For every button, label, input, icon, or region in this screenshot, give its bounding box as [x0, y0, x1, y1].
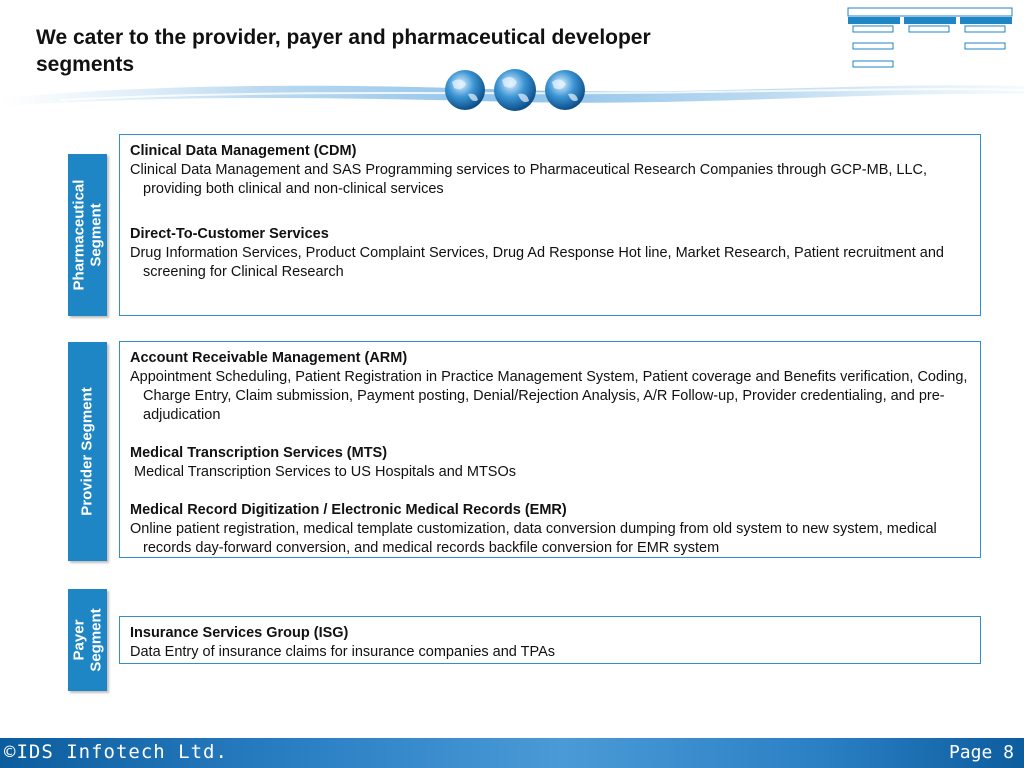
section-title: Medical Record Digitization / Electronic Medical Records (EMR): [130, 502, 567, 518]
segment-label-payer: [68, 589, 107, 691]
section-title: Account Receivable Management (ARM): [130, 350, 408, 366]
segment-label-line: Segment: [87, 608, 105, 672]
segment-label-line: Provider Segment: [79, 387, 96, 516]
footer-bar: [0, 738, 1024, 768]
section-description: Online patient registration, medical template customization, data conversion dumping from old system to new system, medical records day-forward conversion, and medical records backfile conversion for EMR system: [130, 521, 937, 556]
section-title: Direct-To-Customer Services: [130, 226, 329, 242]
globe-icon: [545, 70, 585, 110]
globe-icon: [494, 69, 536, 111]
org-chart-icon: [846, 6, 1016, 72]
section-description: Clinical Data Management and SAS Programming services to Pharmaceutical Research Companies through GCP-MB, LLC, providing both clinical and non-clinical services: [130, 162, 928, 197]
page-number: Page 8: [948, 742, 1014, 763]
section-title: Clinical Data Management (CDM): [130, 143, 357, 159]
section-title: Medical Transcription Services (MTS): [130, 445, 388, 461]
header-swoosh-decoration: [0, 60, 1024, 140]
segment-label-line: Payer: [70, 619, 88, 661]
section-title: Insurance Services Group (ISG): [130, 625, 349, 641]
section-description: Medical Transcription Services to US Hospitals and MTSOs: [130, 464, 516, 480]
footer-brand: ©IDS Infotech Ltd.: [4, 741, 228, 763]
section-description: Drug Information Services, Product Complaint Services, Drug Ad Response Hot line, Market Research, Patient recruitment and screening for Clinical Research: [130, 245, 944, 280]
section-description: Data Entry of insurance claims for insurance companies and TPAs: [130, 644, 555, 660]
provider-services-box: [119, 341, 981, 558]
segment-label-provider: [68, 342, 107, 561]
segment-label-line: Pharmaceutical: [70, 179, 88, 291]
globe-icon: [445, 70, 485, 110]
page-title-line1: We cater to the provider, payer and pharmaceutical developer: [36, 26, 651, 49]
pharmaceutical-services-box: [119, 134, 981, 316]
segment-label-line: Segment: [87, 203, 105, 267]
page-title-line2: segments: [36, 53, 135, 76]
payer-services-box: [119, 616, 981, 664]
segment-label-pharmaceutical: [68, 154, 107, 316]
section-description: Appointment Scheduling, Patient Registration in Practice Management System, Patient coverage and Benefits verification, Coding, Charge Entry, Claim submission, Payment posting, Denial/Rejection Analysis, A/R Follow-up, Provider credentialing, and pre-adjudication: [130, 369, 968, 423]
